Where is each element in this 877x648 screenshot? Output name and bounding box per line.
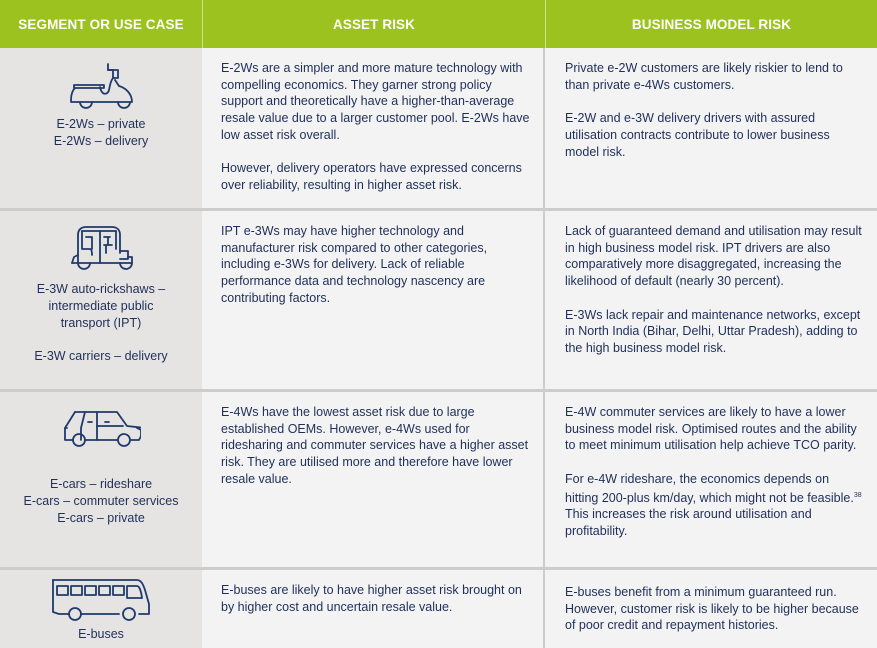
business-model-risk-text: E-buses benefit from a minimum guaranteed run. However, customer risk is likely to be higher because of poor credit and repayment histories. [565,585,859,633]
auto-rickshaw-icon [66,223,136,275]
table-header [0,0,877,48]
segment-label: E-2Ws – delivery [53,134,149,148]
segment-cell [0,392,202,567]
business-model-risk-text: Private e-2W customers are likely riskier to lend to than private e-4Ws customers. [565,61,843,92]
asset-risk-text: E-buses are likely to have higher asset risk brought on by higher cost and uncertain resale value. [221,583,522,614]
business-model-risk-text [565,471,863,540]
table-row-ebuses [0,570,877,648]
text-before-footnote: For e-4W rideshare, the economics depends on hitting 200-plus km/day, which might not be feasible. [565,471,854,505]
business-model-risk-cell [545,48,877,208]
business-model-risk-text: Lack of guaranteed demand and utilisation may result in high business model risk. IPT drivers are also comparatively more disaggregated, increasing the likelihood of default (nearly 30 percent). [565,224,862,289]
segment-cell [0,570,202,648]
scooter-icon [66,60,136,110]
segment-label: E-3W auto-rickshaws – [36,282,166,296]
business-model-risk-text: E-3Ws lack repair and maintenance networks, except in North India (Bihar, Delhi, Uttar Pradesh), adding to the high business model risk. [565,307,861,355]
car-icon [61,408,141,452]
asset-risk-cell [202,211,545,389]
asset-risk-text: E-4Ws have the lowest asset risk due to large established OEMs. However, e-4Ws used for ridesharing and commuter services have a higher asset risk. They are utilised more and therefore have lower resale value. [221,405,529,486]
segment-label: E-2Ws – private [56,117,146,131]
segment-label: E-3W carriers – delivery [34,349,168,363]
segment-cell [0,48,202,208]
business-model-risk-cell [545,211,877,389]
header-business-model-risk: BUSINESS MODEL RISK [631,16,792,32]
asset-risk-text: E-2Ws are a simpler and more mature technology with compelling economics. They garner strong policy support and theoretically have a higher-than-average resale value due to a larger customer pool. E-2Ws have low asset risk overall. [221,61,530,142]
asset-risk-text: However, delivery operators have expressed concerns over reliability, resulting in higher asset risk. [221,161,522,192]
segment-label: transport (IPT) [60,316,142,330]
asset-risk-cell [202,570,545,648]
table-row-e3w [0,211,877,392]
segment-label: E-cars – private [57,511,145,525]
header-segment: SEGMENT OR USE CASE [0,0,203,48]
asset-risk-cell [202,48,545,208]
segment-label: E-buses [78,627,124,641]
spacer [0,332,202,348]
business-model-risk-cell [545,570,877,648]
table-row-ecars [0,392,877,570]
header-asset-risk: ASSET RISK [203,0,546,48]
business-model-risk-cell [545,392,877,567]
table-row-e2w [0,48,877,211]
bus-icon [49,578,153,622]
footnote-ref[interactable]: 38 [853,491,862,499]
segment-label: intermediate public [48,299,154,313]
segment-label: E-cars – commuter services [23,494,179,508]
asset-risk-cell [202,392,545,567]
business-model-risk-text: E-4W commuter services are likely to have a lower business model risk. Optimised routes and the ability to meet minimum utilisation help achieve TCO parity. [565,405,857,453]
business-model-risk-text: E-2W and e-3W delivery drivers with assured utilisation contracts contribute to lower business model risk. [565,111,830,159]
segment-label: E-cars – rideshare [49,477,153,491]
text-after-footnote: This increases the risk around utilisation and profitability. [565,507,812,539]
segment-cell [0,211,202,389]
asset-risk-text: IPT e-3Ws may have higher technology and manufacturer risk compared to other categories, including e-3Ws for delivery. Lack of reliable performance data and technology nascency are contributing factors. [221,224,488,305]
